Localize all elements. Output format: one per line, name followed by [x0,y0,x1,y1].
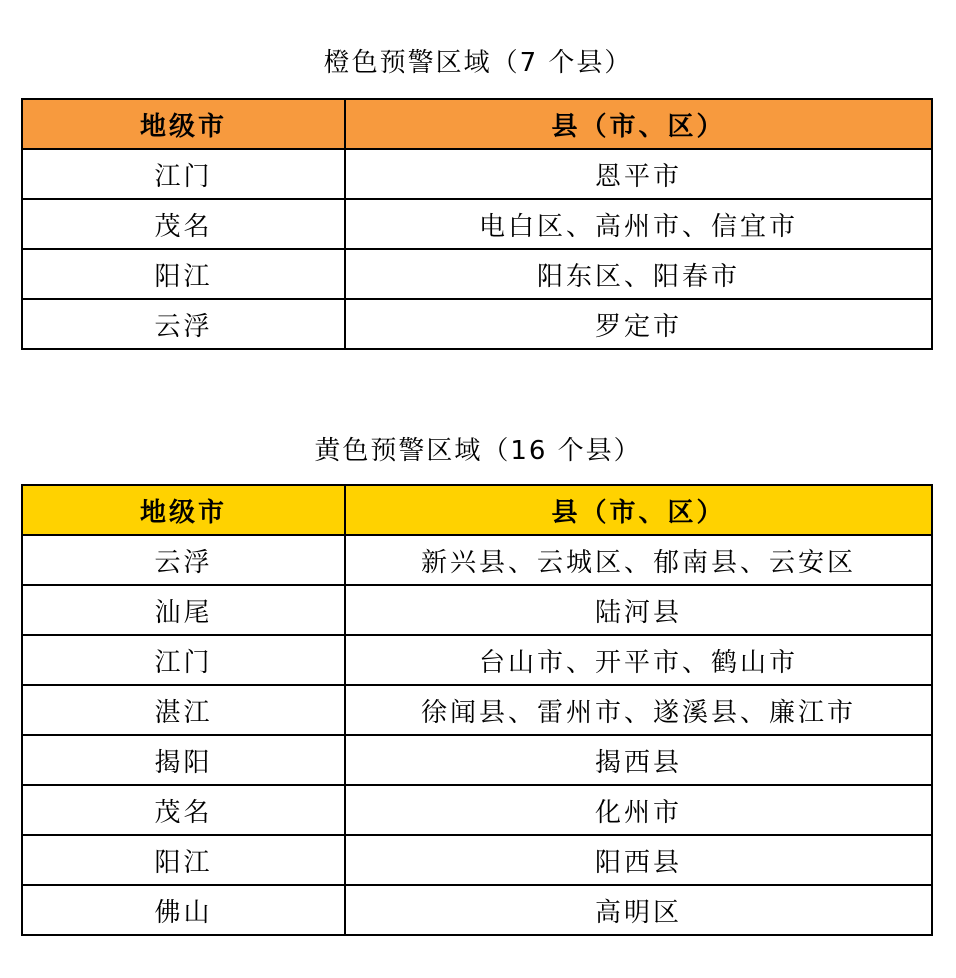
city-cell: 江门 [22,149,345,199]
yellow-warning-table [21,484,933,936]
header-county: 县（市、区） [345,99,932,149]
counties-cell: 徐闻县、雷州市、遂溪县、廉江市 [345,685,932,735]
orange-warning-title: 橙色预警区域（7 个县） [323,48,633,78]
city-cell: 江门 [22,635,345,685]
city-cell: 云浮 [22,535,345,585]
counties-cell: 揭西县 [345,735,932,785]
header-city: 地级市 [22,99,345,149]
table-row [22,585,932,635]
header-city: 地级市 [22,485,345,535]
city-cell: 茂名 [22,199,345,249]
counties-cell: 阳东区、阳春市 [345,249,932,299]
table-row [22,535,932,585]
counties-cell: 化州市 [345,785,932,835]
table-row [22,249,932,299]
table-row [22,735,932,785]
counties-cell: 台山市、开平市、鹤山市 [345,635,932,685]
table-row [22,149,932,199]
counties-cell: 罗定市 [345,299,932,349]
city-cell: 汕尾 [22,585,345,635]
table-row [22,199,932,249]
table-header-row [22,485,932,535]
table-header-row [22,99,932,149]
counties-cell: 恩平市 [345,149,932,199]
header-county: 县（市、区） [345,485,932,535]
table-row [22,685,932,735]
city-cell: 揭阳 [22,735,345,785]
city-cell: 茂名 [22,785,345,835]
orange-warning-table [21,98,933,350]
counties-cell: 高明区 [345,885,932,935]
table-row [22,299,932,349]
table-row [22,785,932,835]
table-row [22,885,932,935]
city-cell: 佛山 [22,885,345,935]
city-cell: 湛江 [22,685,345,735]
city-cell: 阳江 [22,835,345,885]
counties-cell: 新兴县、云城区、郁南县、云安区 [345,535,932,585]
counties-cell: 电白区、高州市、信宜市 [345,199,932,249]
city-cell: 阳江 [22,249,345,299]
city-cell: 云浮 [22,299,345,349]
counties-cell: 阳西县 [345,835,932,885]
counties-cell: 陆河县 [345,585,932,635]
table-row [22,635,932,685]
yellow-warning-title: 黄色预警区域（16 个县） [314,436,642,466]
table-row [22,835,932,885]
